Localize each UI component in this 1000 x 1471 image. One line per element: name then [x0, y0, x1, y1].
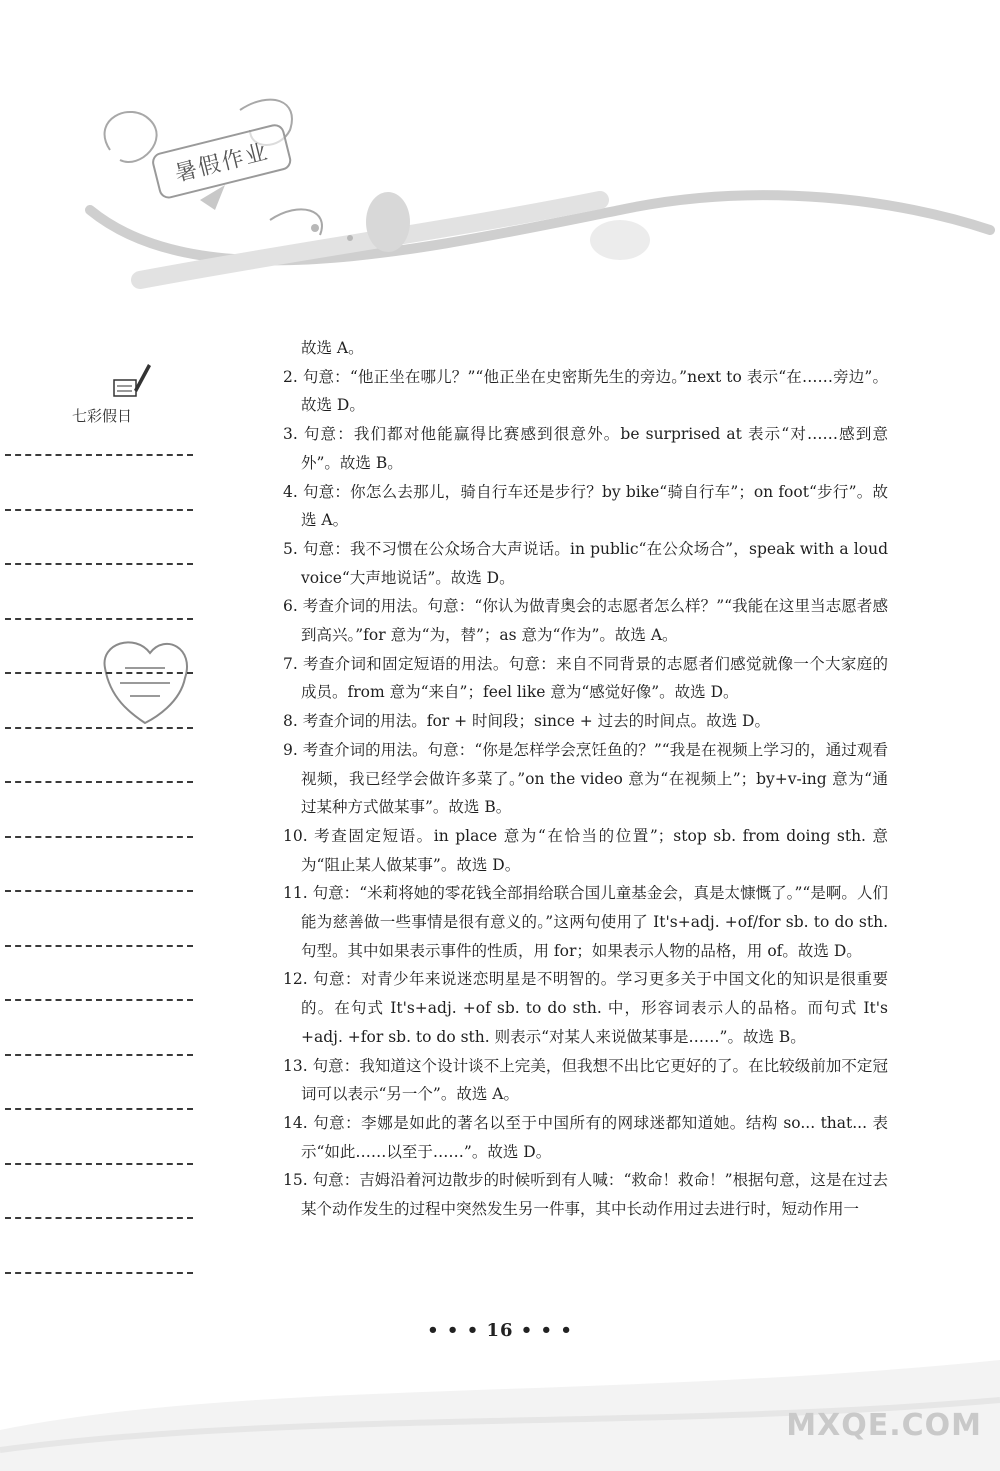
answer-item: 15. 句意：吉姆沿着河边散步的时候听到有人喊：“救命！救命！”根据句意，这是在过去某个动作发生的过程中突然发生另一件事，其中长动作用过去进行时，短动作用一 — [283, 1171, 888, 1219]
answer-item: 2. 句意：“他正坐在哪儿？”“他正坐在史密斯先生的旁边。”next to 表示“在……旁边”。故选 D。 — [283, 367, 888, 415]
answer-item: 13. 句意：我知道这个设计谈不上完美，但我想不出比它更好的了。在比较级前加不定冠词可以表示“另一个”。故选 A。 — [283, 1056, 888, 1104]
note-line — [5, 509, 193, 511]
sidebar — [0, 360, 200, 1310]
note-line — [5, 1163, 193, 1165]
sidebar-label: 七彩假日 — [72, 407, 133, 425]
answer-item: 3. 句意：我们都对他能赢得比赛感到很意外。be surprised at 表示“对……感到意外”。故选 B。 — [283, 425, 888, 472]
note-line — [5, 945, 193, 947]
answer-item: 8. 考查介词的用法。for + 时间段；since + 过去的时间点。故选 D。 — [283, 712, 770, 731]
watermark-logo: MXQE.COM — [786, 1408, 982, 1443]
note-line — [5, 999, 193, 1001]
answer-item: 11. 句意：“米莉将她的零花钱全部捐给联合国儿童基金会，真是太慷慨了。”“是啊。人们能为慈善做一些事情是很有意义的。”这两句使用了 It's+adj. +of/for sb. to do sth. 句型。其中如果表示事件的性质，用 for；如果表示人物的品格，用 of。故选 D。 — [283, 884, 888, 960]
note-line — [5, 454, 193, 456]
page-number: • • • 16 • • • — [427, 1320, 573, 1341]
note-line — [5, 1108, 193, 1110]
note-line — [5, 1054, 193, 1056]
answer-item: 10. 考查固定短语。in place 意为“在恰当的位置”；stop sb. from doing sth. 意为“阻止某人做某事”。故选 D。 — [283, 826, 888, 874]
answer-item: 5. 句意：我不习惯在公众场合大声说话。in public“在公众场合”，speak with a loud voice“大声地说话”。故选 D。 — [283, 539, 888, 587]
note-line — [5, 1217, 193, 1219]
answer-item: 6. 考查介词的用法。句意：“你认为做青奥会的志愿者怎么样？”“我能在这里当志愿者感到高兴。”for 意为“为，替”；as 意为“作为”。故选 A。 — [283, 597, 888, 645]
note-line — [5, 890, 193, 892]
pen-icon — [112, 360, 152, 400]
answer-item: 4. 句意：你怎么去那儿，骑自行车还是步行？by bike“骑自行车”；on foot“步行”。故选 A。 — [283, 482, 888, 530]
answer-item: 9. 考查介词的用法。句意：“你是怎样学会烹饪鱼的？”“我是在视频上学习的，通过观看视频，我已经学会做许多菜了。”on the video 意为“在视频上”；by+v-ing 意为“通过某种方式做某事”。故选 B。 — [283, 740, 888, 817]
answer-item: 12. 句意：对青少年来说迷恋明星是不明智的。学习更多关于中国文化的知识是很重要的。在句式 It's+adj. +of sb. to do sth. 中，形容词表示人的品格。而句式 It's +adj. +for sb. to do sth. 则表示“对某人来说做某事是……”。故选 B。 — [283, 970, 888, 1046]
note-line — [5, 836, 193, 838]
footer-decoration — [0, 1340, 1000, 1471]
answer-item: 7. 考查介词和固定短语的用法。句意：来自不同背景的志愿者们感觉就像一个大家庭的成员。from 意为“来自”；feel like 意为“感觉好像”。故选 D。 — [283, 654, 888, 702]
answer-item: 故选 A。 — [301, 339, 364, 357]
note-line — [5, 618, 193, 620]
note-line — [5, 563, 193, 565]
answer-item: 14. 句意：李娜是如此的著名以至于中国所有的网球迷都知道她。结构 so... that... 表示“如此……以至于……”。故选 D。 — [283, 1113, 888, 1161]
answer-content — [283, 334, 888, 1224]
note-line — [5, 672, 193, 674]
header-title: 暑假作业 — [150, 122, 293, 201]
note-line — [5, 1272, 193, 1274]
header-decoration — [0, 0, 1000, 310]
stamp-icon — [95, 628, 195, 728]
note-line — [5, 727, 193, 729]
note-line — [5, 781, 193, 783]
